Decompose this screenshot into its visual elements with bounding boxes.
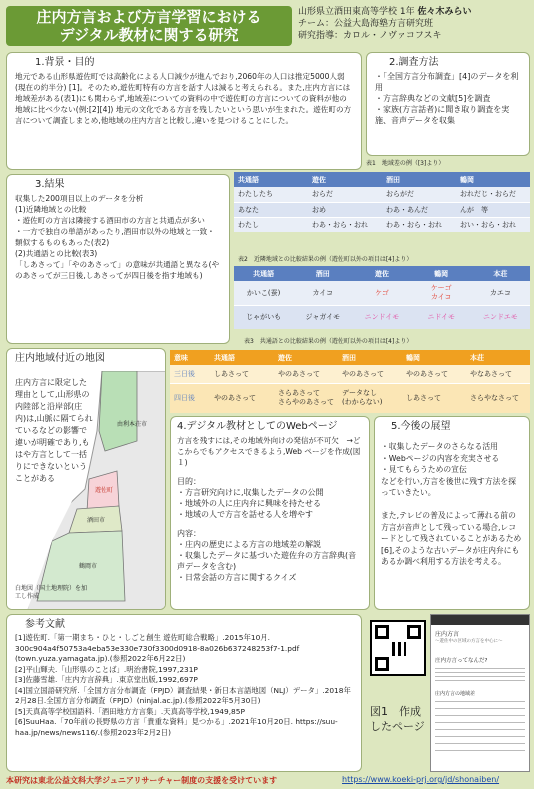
reference-item: [2]平山輝夫.「山形県のことば」.明治書院,1997,231P xyxy=(15,664,198,674)
table3-cell: しあさって xyxy=(406,394,441,403)
qr-finder xyxy=(375,657,389,671)
author-block xyxy=(298,6,530,42)
team-line: チーム：公益大島海塾方言研究班 xyxy=(298,19,434,29)
map-label-sakata: 酒田市 xyxy=(87,517,106,524)
table3-cell: さらあさって さらやのあさって xyxy=(278,389,334,407)
table1-header: 鶴岡 xyxy=(460,175,474,184)
web-goal: ・地域外の人に庄内弁に興味を持たせる xyxy=(177,499,321,508)
results-body: 収集した200項目以上のデータを分析 (1)近隣地域との比較 ・遊佐町の方言は隣接する酒田市の方言と共通点が多い ・一方で独自の単語があったり,酒田市以外の地域と一致・類似するものもあった(表2) (2)共通語との比較(表3) 「しあさって」「やのあさって」の意味が共通語と異なる(やのあさってが三日後,しあさってが四日後を指す地域も) xyxy=(15,194,220,280)
table1-cell: おめ xyxy=(312,205,326,214)
section-heading: 5.今後の展望 xyxy=(391,421,451,432)
web-goal-title: 目的： xyxy=(177,477,201,486)
web-content: ・庄内の歴史による方言の地域差の解説 xyxy=(177,540,321,549)
web-goal: ・地域の人で方言を話せる人を増やす xyxy=(177,510,313,519)
web-content: ・日常会話の方言に関するクイズ xyxy=(177,573,297,582)
table1-cell: おい・おら・おれ xyxy=(460,220,516,229)
section-heading: 4.デジタル教材としてのWebページ xyxy=(177,421,338,432)
web-goal: ・方言研究向けに,収集したデータの公開 xyxy=(177,488,324,497)
map-section xyxy=(6,348,166,610)
map-heading: 庄内地域付近の地図 xyxy=(15,353,105,364)
table2-cell xyxy=(412,281,471,305)
table3-cell: しあさって xyxy=(214,369,249,378)
table2-cell: カエコ xyxy=(489,288,511,297)
web-intro: 方言を残すには,その地域外向けの発信が不可欠 →どこからでもアクセスできるよう,Web ページを作成(図１) xyxy=(177,436,361,467)
method-item: ・家族(方言話者)に聞き取り調査を実施、音声データを収集 xyxy=(375,105,510,125)
section-web xyxy=(170,416,370,610)
screenshot-subtitle: ～遊佐中の区域の方言を中心に～ xyxy=(435,639,503,644)
table3-cell: やのあさって xyxy=(406,369,448,378)
table2-cell: ジャガイモ xyxy=(305,313,341,322)
qr-finder xyxy=(375,625,389,639)
table3-cell: さらやなさって xyxy=(470,393,519,402)
table1-cell: おらだ xyxy=(312,190,333,199)
section-heading: 3.結果 xyxy=(35,179,65,190)
table1-header: 酒田 xyxy=(386,175,400,184)
table3 xyxy=(170,350,530,413)
table2-cell: ケゴ xyxy=(375,288,389,297)
table2-cell: ニンドイモ xyxy=(364,313,400,322)
section-method xyxy=(366,52,530,156)
site-url-link[interactable]: https://www.koeki-prj.org/jd/shonaiben/ xyxy=(342,775,500,784)
qr-finder xyxy=(407,625,421,639)
author-name: 佐々木みらい xyxy=(417,7,472,17)
screenshot-question: 庄内方言ってなんだ? xyxy=(435,658,488,664)
table1-cell: わあ・あんだ xyxy=(386,205,428,214)
screenshot-heading: 庄内方言の地域差 xyxy=(435,691,476,697)
reference-item: [1]遊佐町.「第一期まち・ひと・しごと創生 遊佐町総合戦略」.2015年10月. 300c904a4f50753a4eba53e330e730f3300d0918-8a026b637248253f7-1.pdf (town.yuza.yamagata.jp).(参照2022年6月22日) xyxy=(15,633,300,663)
map-label-tsuruoka: 鶴岡市 xyxy=(79,563,98,570)
screenshot-lines xyxy=(435,668,525,682)
table1-header: 遊佐 xyxy=(312,175,326,184)
table1 xyxy=(234,172,530,232)
table3-cell: やのあさって xyxy=(278,369,320,378)
web-content: ・収集したデータに基づいた遊佐弁の方言辞典(音声データを含む) xyxy=(177,551,357,571)
outlook-body: ・収集したデータのさらなる活用 ・Webページの内容を充実させる ・見てもらうための宣伝 などを行い,方言を後世に残す方法を探っていきたい。 また,テレビの普及によって薄れる前の方言が音声として残っている場合,レコードとして残されていることがあるため[6],そのような古いデータが庄内弁にもあるか調べ利用する方法を考える。 xyxy=(381,442,522,566)
table3-header: 本荘 xyxy=(470,353,484,362)
table3-cell: やなあさって xyxy=(470,369,512,378)
table1-cell: んが 等 xyxy=(460,205,488,214)
school-line: 山形県立酒田東高等学校 1年 xyxy=(298,7,415,17)
table2 xyxy=(234,266,530,329)
table3-header: 共通語 xyxy=(214,353,235,362)
section-background xyxy=(6,52,362,170)
method-item: ・「全国方言分布調査」[4]のデータを利用 xyxy=(375,72,519,92)
web-content-title: 内容： xyxy=(177,529,201,538)
table3-cell: データなし (わからない) xyxy=(342,389,383,407)
table2-cell: ニドイモ xyxy=(427,313,455,322)
qr-modules xyxy=(392,642,406,656)
table3-cell: やのあさって xyxy=(342,369,384,378)
section-outlook xyxy=(374,416,530,610)
table1-cell: わたしたち xyxy=(238,190,273,199)
section-references xyxy=(6,614,362,772)
table3-header: 遊佐 xyxy=(278,353,292,362)
table1-cell: おらがだ xyxy=(386,190,414,199)
screenshot-topbar xyxy=(431,615,529,625)
table2-header: 鶴岡 xyxy=(434,269,449,278)
table3-header: 鶴岡 xyxy=(406,353,420,362)
table3-cell: 三日後 xyxy=(174,369,195,378)
section-heading: 1.背景・目的 xyxy=(35,57,95,68)
map-text: 庄内方言に限定した理由として,山形県の内陸部と沿岸部(庄内)は,山脈に隔てられているなどの影響で違いが明確であり,もはや方言として一括りにできないということがある xyxy=(15,378,93,483)
advisor-line: 研究指導：カロル・ノヴァコフスキ xyxy=(298,31,442,41)
table3-caption: 表3 共通語との比較結果の例（遊佐町以外の項目は[4]より） xyxy=(244,338,413,345)
table2-cell: カイコ xyxy=(312,288,334,297)
method-item: ・方言辞典などの文献[5]を調査 xyxy=(375,94,491,103)
table1-cell: わあ・おら・おれ xyxy=(386,220,442,229)
reference-item: [3]佐藤雪雄.「庄内方言辞典」.東京堂出版,1992,697P xyxy=(15,675,198,684)
screenshot-lines xyxy=(435,701,525,751)
title-banner xyxy=(6,6,292,46)
table2-header: 共通語 xyxy=(253,269,275,278)
table3-cell: やのあさって xyxy=(214,393,256,402)
table3-header: 意味 xyxy=(174,353,188,362)
table2-header: 本荘 xyxy=(493,269,508,278)
reference-item: [5]天真高等学校国語科.「酒田地方方言集」.天真高等学校,1949,85P xyxy=(15,706,245,716)
table1-cell: わたし xyxy=(238,220,259,229)
reference-item: [4]国立国語研究所.「全国方言分布調査（FPJD）調査結果・新日本言語地図（NLJ）データ」.2018年2月28日.全国方言分布調査（FPJD）(ninjal.ac.jp).(参照2022年5月30日) xyxy=(15,685,351,705)
section-heading: 2.調査方法 xyxy=(389,57,439,68)
poster-title: 庄内方言および方言学習における デジタル教材に関する研究 xyxy=(36,8,262,44)
map-label-yurihonjo: 由利本荘市 xyxy=(117,421,148,428)
table2-caption: 表2 近隣地域との比較結果の例（遊佐町以外の項目は[4]より） xyxy=(238,256,413,263)
table2-header: 遊佐 xyxy=(374,269,389,278)
map-label-yuza: 遊佐町 xyxy=(95,487,114,494)
screenshot-title: 庄内方言 xyxy=(435,631,460,638)
references-heading: 参考文献 xyxy=(25,619,65,630)
table2-cell-line: ケーゴ カイコ xyxy=(430,283,452,301)
table1-cell: わあ・おら・おれ xyxy=(312,220,368,229)
table2-header: 酒田 xyxy=(315,269,330,278)
section-body: 地元である山形県遊佐町では高齢化による人口減少が進んでおり,2060年の人口は推定5000人弱(現在の約半分) [1]。そのため,遊佐町特有の方言を話す人は減ると考えられる。また,庄内方言には地域差がある(表1)にも関わらず,地域差についての資料の中で遊佐町の方言についての資料が他の地域に比べ少ない(例:[2][4]) 地元の文化である方言を残したいという思いが生まれた。遊佐町の方言について調査しまとめ,他地域の庄内方言と比較し,違いを見つけることにした。 xyxy=(15,72,352,125)
section-results xyxy=(6,174,230,344)
qr-code[interactable] xyxy=(370,620,426,676)
map-source: 白地図（国土地理院）を加工し作成 xyxy=(15,585,88,600)
footer-note: 本研究は東北公益文科大学ジュニアリサーチャー制度の支援を受けています xyxy=(6,776,278,785)
web-screenshot xyxy=(430,614,530,772)
table3-header: 酒田 xyxy=(342,353,356,362)
reference-item: [6]SuuHaa.「70年前の長野県の方言「貴重な資料」見つかる」.2021年10月20日. https://suu-haa.jp/news/news116/.(参照2023年2月2日) xyxy=(15,717,338,737)
table1-cell: あなた xyxy=(238,205,259,214)
table3-cell: 四日後 xyxy=(174,394,195,403)
table1-header: 共通語 xyxy=(238,175,259,184)
figure-caption: 図1 作成したページ xyxy=(370,705,425,733)
table1-cell: おれだじ・おらだ xyxy=(460,190,516,199)
table2-cell: ニンドエモ xyxy=(483,313,518,322)
table1-caption: 表1 地域差の例（[3]より） xyxy=(366,160,445,167)
table2-cell: かいこ(蚕) xyxy=(246,288,281,297)
table2-cell: じゃがいも xyxy=(246,313,282,322)
